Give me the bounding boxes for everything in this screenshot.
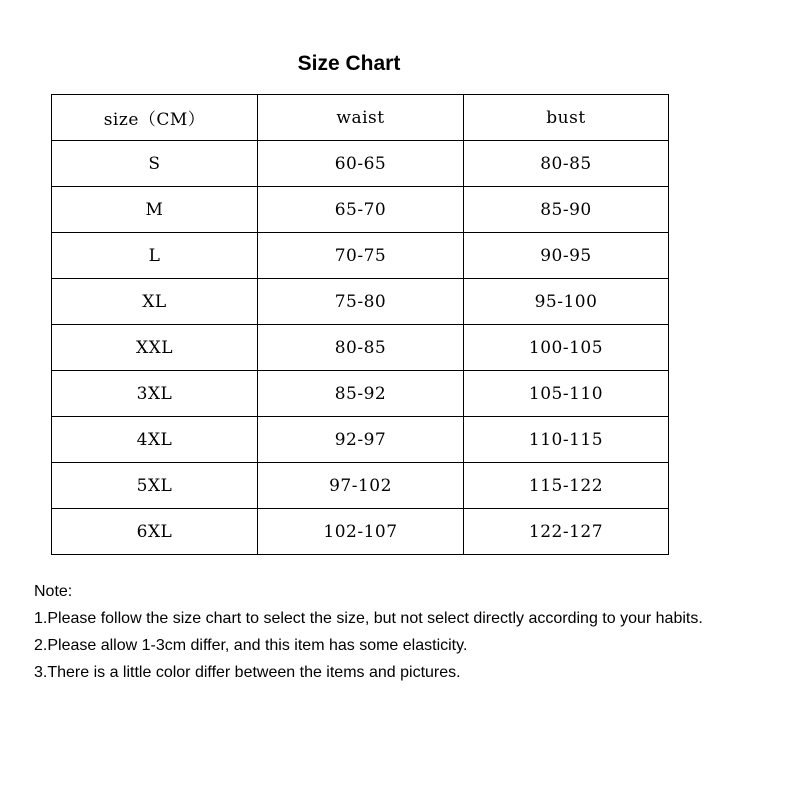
cell-waist: 102-107 [258,509,464,555]
table-row [52,509,669,555]
cell-waist: 70-75 [258,233,464,279]
table-row [52,233,669,279]
cell-size: XL [52,279,258,325]
header-waist: waist [258,95,464,141]
cell-waist: 85-92 [258,371,464,417]
table-row [52,417,669,463]
cell-waist: 92-97 [258,417,464,463]
cell-waist: 97-102 [258,463,464,509]
cell-bust: 95-100 [464,279,669,325]
cell-bust: 105-110 [464,371,669,417]
table-row [52,463,669,509]
table-row [52,141,669,187]
cell-size: M [52,187,258,233]
cell-waist: 65-70 [258,187,464,233]
table-row [52,187,669,233]
cell-size: 4XL [52,417,258,463]
cell-bust: 90-95 [464,233,669,279]
table-header-row [52,95,669,141]
cell-bust: 85-90 [464,187,669,233]
cell-size: XXL [52,325,258,371]
header-size: size（CM） [52,95,258,141]
cell-bust: 110-115 [464,417,669,463]
cell-size: S [52,141,258,187]
page-title: Size Chart [297,52,401,75]
notes-heading: Note: [34,583,73,600]
cell-waist: 60-65 [258,141,464,187]
note-item-2: 2.Please allow 1-3cm differ, and this item has some elasticity. [34,637,468,654]
cell-size: 3XL [52,371,258,417]
note-item-3: 3.There is a little color differ between the items and pictures. [34,664,461,681]
cell-waist: 75-80 [258,279,464,325]
size-table-body [52,95,669,555]
header-bust: bust [464,95,669,141]
table-row [52,371,669,417]
cell-size: 5XL [52,463,258,509]
cell-bust: 115-122 [464,463,669,509]
cell-size: L [52,233,258,279]
table-row [52,279,669,325]
cell-bust: 80-85 [464,141,669,187]
notes-section [34,578,734,686]
size-table [51,94,669,555]
cell-waist: 80-85 [258,325,464,371]
cell-bust: 122-127 [464,509,669,555]
cell-size: 6XL [52,509,258,555]
note-item-1: 1.Please follow the size chart to select the size, but not select directly according to your habits. [34,610,703,627]
table-row [52,325,669,371]
cell-bust: 100-105 [464,325,669,371]
